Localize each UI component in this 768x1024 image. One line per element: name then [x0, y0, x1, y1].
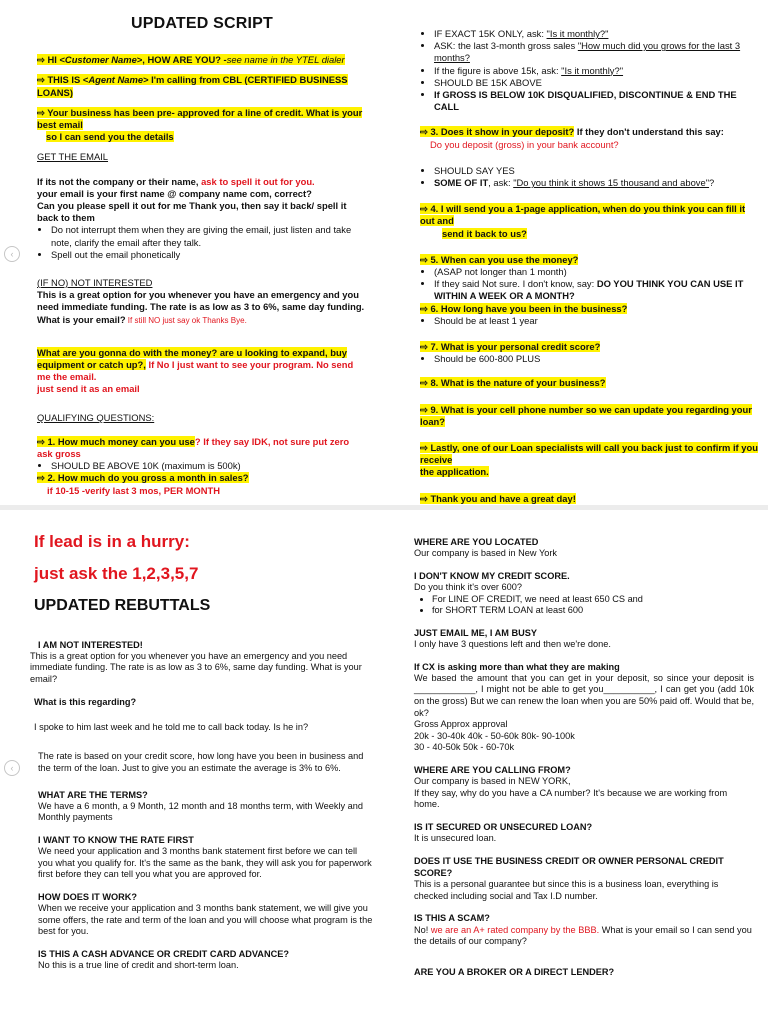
question-7: ⇨ 7. What is your personal credit score? [420, 341, 601, 353]
rebuttal-item: I spoke to him last week and he told me to call back today. Is he in? [34, 721, 309, 732]
hurry-heading: If lead is in a hurry: [34, 532, 190, 551]
rebuttal-item: JUST EMAIL ME, I AM BUSY I only have 3 questions left and then we're done. [414, 627, 611, 649]
not-interested-text: This is a great option for you whenever you have an emergency and you need immediate funding. The rate is as low as 3 to 6%, same day funding. What is your email? If still NO just say ok Thanks Bye. [37, 289, 365, 325]
list-item: • For LINE OF CREDIT, we need at least 650 CS and [432, 594, 754, 606]
question-2: ⇨ 2. How much do you gross a month in sales? [37, 472, 249, 484]
credit-score-list [414, 594, 754, 617]
page-title: UPDATED SCRIPT [130, 15, 274, 32]
prev-page-icon[interactable]: ‹ [4, 760, 20, 776]
list-item: • Should be 600-800 PLUS [434, 353, 760, 365]
question-5-list [420, 266, 760, 303]
list-item: • If the figure is above 15k, ask: "Is it monthly?" [434, 65, 760, 77]
rebuttal-item: IS IT SECURED OR UNSECURED LOAN? It is unsecured loan. [414, 821, 593, 844]
list-item: • If GROSS IS BELOW 10K DISQUALIFIED, DISCONTINUE & END THE CALL [434, 89, 760, 113]
first-name-line: your email is your first name @ company name com, correct? [37, 187, 312, 199]
hurry-instruction: just ask the 1,2,3,5,7 [34, 564, 199, 584]
list-item: • (ASAP not longer than 1 month) [434, 266, 760, 278]
list-item: • Spell out the email phonetically [51, 249, 367, 261]
rebuttals-right-column [414, 536, 754, 988]
question-9: ⇨ 9. What is your cell phone number so we can update you regarding your loan? [420, 403, 752, 427]
question-3: ⇨ 3. Does it show in your deposit? If they don't understand this say: [420, 126, 724, 138]
intro-line: ⇨ THIS IS <Agent Name> I'm calling from CBL (CERTIFIED BUSINESS LOANS) [37, 74, 348, 98]
list-item: • ASK: the last 3-month gross sales "How much did you grows for the last 3 months? [434, 40, 760, 64]
rebuttal-item: IS THIS A CASH ADVANCE OR CREDIT CARD ADVANCE? No this is a true line of credit and short-term loan. [38, 948, 289, 971]
rebuttal-item: WHAT ARE THE TERMS? We have a 6 month, a 9 Month, 12 month and 18 months term, with Weekly and Monthly payments [38, 789, 363, 823]
list-item: • Do not interrupt them when they are giving the email, just listen and take note, clarify the email after they talk. [51, 224, 367, 248]
money-use-question: What are you gonna do with the money? are u looking to expand, buy equipment or catch up?, If No I just want to see your program. No send me the email. just send it as an email [37, 346, 354, 395]
closing-line: ⇨ Lastly, one of our Loan specialists will call you back just to confirm if you receive the application. [420, 442, 758, 478]
not-interested-heading: (IF NO) NOT INTERESTED [37, 277, 153, 289]
question-2-note: if 10-15 -verify last 3 mos, PER MONTH [47, 484, 220, 496]
list-item: • SOME OF IT, ask: "Do you think it shows 15 thousand and above"? [434, 177, 760, 189]
rebuttal-item: ARE YOU A BROKER OR A DIRECT LENDER? [414, 966, 615, 977]
qualifying-heading: QUALIFYING QUESTIONS: [37, 411, 155, 423]
question-3-list [420, 165, 760, 189]
question-1-notes [37, 460, 367, 472]
greeting-line: ⇨ HI <Customer Name>, HOW ARE YOU? -see name in the YTEL dialer [37, 54, 345, 66]
rebuttals-title: UPDATED REBUTTALS [34, 597, 211, 615]
list-item: • Should be at least 1 year [434, 315, 760, 327]
preapproved-line: ⇨ Your business has been pre- approved for a line of credit. What is your best email so I can send you the details [37, 106, 363, 143]
list-item: • SHOULD BE ABOVE 10K (maximum is 500k) [51, 460, 367, 472]
rebuttal-item: I WANT TO KNOW THE RATE FIRST We need your application and 3 months bank statement first before we can tell you what you qualify for. It's the same as the bank, they will ask you for paperwork first before they can tell you what you are approved for. [38, 834, 372, 880]
rebuttal-item: If CX is asking more than what they are making We based the amount that you can get in your deposit, so since your deposit is ____________, I might not be able to get you__________, I can get you (add 10k on the gross) But we can renew the loan when you are 50% paid off. Would that be, ok? Gross Approx approval 20k - 30-40k 40k - 50-60k 80k- 90-100k 30 - 40-50k 50k - 60-70k [414, 661, 754, 753]
question-1: ⇨ 1. How much money can you use? If they say IDK, not sure put zero ask gross [37, 435, 350, 460]
question-6: ⇨ 6. How long have you been in the business? [420, 302, 628, 314]
question-8: ⇨ 8. What is the nature of your business? [420, 377, 606, 389]
thanks-line: ⇨ Thank you and have a great day! [420, 492, 576, 504]
rebuttal-item: What is this regarding? [34, 696, 137, 707]
question-7-list [420, 353, 760, 365]
rebuttal-item: The rate is based on your credit score, how long have you been in business and the term of the loan. Just to give you an estimate the average is 3% to 6%. [38, 751, 364, 773]
script-right-column [420, 28, 760, 505]
rebuttal-item: IS THIS A SCAM? No! we are an A+ rated company by the BBB. What is your email so I can send you the details of our company? [414, 913, 752, 947]
question-4: ⇨ 4. I will send you a 1-page application, when do you think you can fill it out and send it back to us? [420, 203, 746, 239]
spell-instruction: If its not the company or their name, ask to spell it out for you. [37, 175, 315, 187]
prev-page-icon[interactable]: ‹ [4, 246, 20, 262]
question-5: ⇨ 5. When can you use the money? [420, 253, 579, 265]
email-tips-list [37, 224, 367, 261]
question-3-note: Do you deposit (gross) in your bank account? [430, 138, 619, 150]
list-item: • for SHORT TERM LOAN at least 600 [432, 605, 754, 617]
question-6-list [420, 315, 760, 327]
rebuttal-item: HOW DOES IT WORK? When we receive your application and 3 months bank statement, we will give you some offers, the rate and term of the loan and you will choose what program is the best for you. [38, 891, 373, 937]
rebuttals-left-column [30, 532, 374, 982]
spell-back-line: Can you please spell it out for me Thank you, then say it back/ spell it back to them [37, 200, 347, 224]
gross-check-list [420, 28, 760, 113]
script-page [0, 0, 768, 505]
get-email-heading: GET THE EMAIL [37, 151, 109, 163]
rebuttal-item: WHERE ARE YOU CALLING FROM? Our company is based in NEW YORK, If they say, why do you have a CA number? It's because we are working from home. [414, 764, 728, 810]
rebuttals-page [0, 510, 768, 1024]
rebuttal-item: WHERE ARE YOU LOCATED Our company is based in New York [414, 537, 557, 559]
rebuttal-item: I DON'T KNOW MY CREDIT SCORE. Do you think it's over 600? • For LINE OF CREDIT, we need at least 650 CS and • for SHORT TERM LOAN at least 600 [414, 570, 754, 617]
list-item: • SHOULD BE 15K ABOVE [434, 77, 760, 89]
list-item: • IF EXACT 15K ONLY, ask: "Is it monthly?" [434, 28, 760, 40]
script-left-column [37, 15, 367, 497]
rebuttal-item: I AM NOT INTERESTED! This is a great option for you whenever you have an emergency and you need immediate funding. The rate is as low as 3 to 6%, same day funding. What is your email? [30, 639, 362, 684]
list-item: • If they said Not sure. I don't know, say: DO YOU THINK YOU CAN USE IT WITHIN A WEEK OR A MONTH? [434, 278, 760, 302]
rebuttal-item: DOES IT USE THE BUSINESS CREDIT OR OWNER PERSONAL CREDIT SCORE? This is a personal guarantee but since this is a business loan, everything is checked including social and Tax I.D number. [414, 855, 724, 901]
list-item: • SHOULD SAY YES [434, 165, 760, 177]
